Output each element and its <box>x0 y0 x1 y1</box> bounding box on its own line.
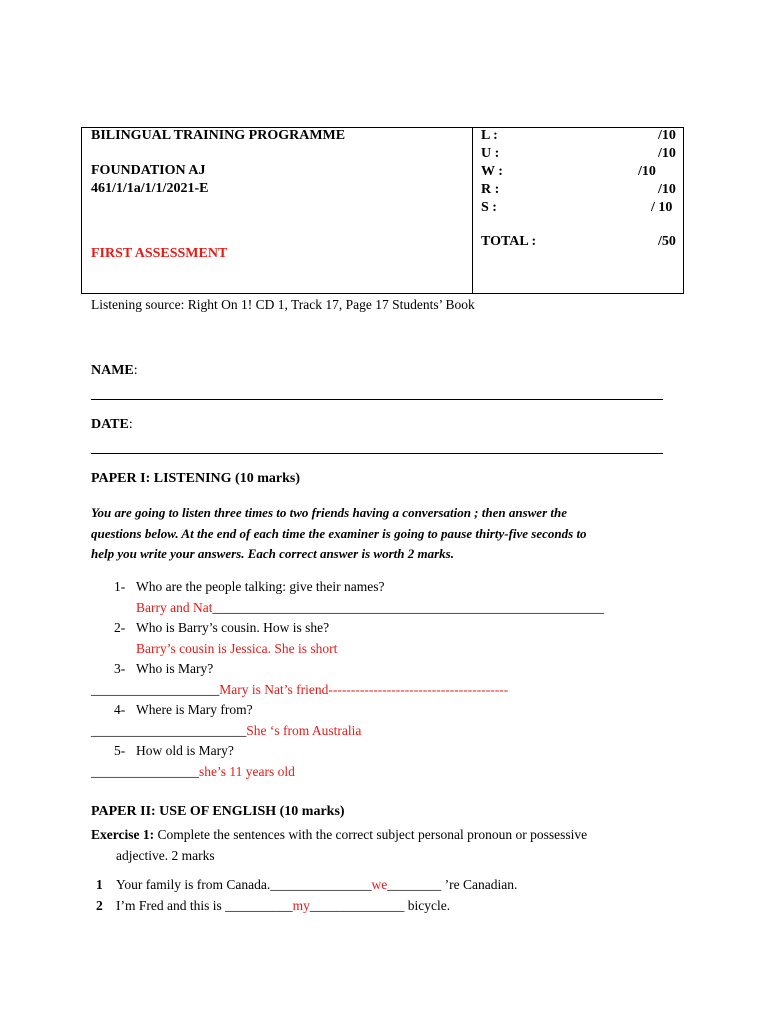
question-5-number: 5- <box>114 743 126 758</box>
exercise-1-text-cont: adjective. 2 marks <box>116 848 215 863</box>
question-1-number: 1- <box>114 579 126 594</box>
answer-4: She ‘s from Australia <box>246 723 362 738</box>
exercise-item-2-number: 2 <box>96 898 103 913</box>
exercise-item-2-blank2: ______________ <box>309 898 405 913</box>
exercise-item-1-before: Your family is from Canada. <box>116 877 271 892</box>
exercise-item-2 <box>116 898 450 914</box>
score-value-l: /10 <box>658 128 676 143</box>
total-value: /50 <box>658 234 676 249</box>
answer-5-line <box>91 764 295 780</box>
date-colon: : <box>128 417 133 432</box>
score-value-s: / 10 <box>651 200 673 215</box>
question-2-text: Who is Barry’s cousin. How is she? <box>136 620 330 635</box>
paper1-instructions-line2: questions below. At the end of each time the examiner is going to pause thirty-five seconds to <box>91 526 587 541</box>
exercise-1-instructions <box>91 827 587 843</box>
answer-3-prefix: ___________________ <box>91 682 220 697</box>
answer-3: Mary is Nat’s friend <box>219 682 329 697</box>
header-divider <box>472 127 473 294</box>
score-value-r: /10 <box>658 182 676 197</box>
score-label-s: S : <box>481 200 497 215</box>
answer-5-prefix: ________________ <box>91 764 199 779</box>
answer-5: she’s 11 years old <box>199 764 295 779</box>
answer-1: Barry and Nat <box>136 600 213 615</box>
score-label-u: U : <box>481 146 500 161</box>
total-label: TOTAL : <box>481 234 537 249</box>
answer-1-line <box>136 600 604 616</box>
question-5-text: How old is Mary? <box>136 743 234 758</box>
question-4-text: Where is Mary from? <box>136 702 253 717</box>
exercise-1-label: Exercise 1: <box>91 827 155 842</box>
question-3-text: Who is Mary? <box>136 661 214 676</box>
answer-2: Barry’s cousin is Jessica. She is short <box>136 641 338 656</box>
paper1-instructions-line3: help you write your answers. Each correct answer is worth 2 marks. <box>91 546 454 561</box>
exercise-item-2-blank1: __________ <box>225 898 293 913</box>
exam-code: 461/1/1a/1/1/2021-E <box>91 181 209 196</box>
header-box <box>81 127 684 294</box>
paper2-title: PAPER II: USE OF ENGLISH (10 marks) <box>91 804 345 819</box>
answer-3-line <box>91 682 508 698</box>
question-3-number: 3- <box>114 661 126 676</box>
exercise-item-1-blank2: ________ <box>387 877 442 892</box>
question-2-number: 2- <box>114 620 126 635</box>
score-label-l: L : <box>481 128 498 143</box>
exercise-item-1-after: ’re Canadian. <box>441 877 518 892</box>
exercise-item-1 <box>116 877 517 893</box>
paper1-instructions-line1: You are going to listen three times to two friends having a conversation ; then answer the <box>91 505 567 520</box>
date-line[interactable] <box>91 453 663 454</box>
programme-title: BILINGUAL TRAINING PROGRAMME <box>91 128 346 143</box>
answer-4-prefix: _______________________ <box>91 723 247 738</box>
name-label-line <box>91 363 138 379</box>
answer-4-line <box>91 723 361 739</box>
answer-3-suffix: ---------------------------------------- <box>328 682 509 697</box>
score-label-r: R : <box>481 182 500 197</box>
date-label: DATE <box>91 417 129 432</box>
exercise-1-text: Complete the sentences with the correct subject personal pronoun or possessive <box>154 827 588 842</box>
score-label-w: W : <box>481 164 503 179</box>
score-value-u: /10 <box>658 146 676 161</box>
name-colon: : <box>133 363 138 378</box>
exercise-item-1-answer: we <box>371 877 388 892</box>
exercise-item-2-after: bicycle. <box>404 898 451 913</box>
level-name: FOUNDATION AJ <box>91 163 206 178</box>
exercise-item-1-number: 1 <box>96 877 103 892</box>
exercise-item-2-before: I’m Fred and this is <box>116 898 226 913</box>
paper1-title: PAPER I: LISTENING (10 marks) <box>91 471 300 486</box>
answer-1-suffix: __________________________________________________________ <box>212 600 604 615</box>
listening-source: Listening source: Right On 1! CD 1, Track 17, Page 17 Students’ Book <box>91 297 475 312</box>
score-value-w: /10 <box>638 164 656 179</box>
date-label-line <box>91 417 133 433</box>
question-4-number: 4- <box>114 702 126 717</box>
name-label: NAME <box>91 363 134 378</box>
assessment-title: FIRST ASSESSMENT <box>91 246 228 261</box>
question-1-text: Who are the people talking: give their names? <box>136 579 385 594</box>
name-line[interactable] <box>91 399 663 400</box>
exercise-item-2-answer: my <box>292 898 310 913</box>
exercise-item-1-blank1: _______________ <box>270 877 372 892</box>
